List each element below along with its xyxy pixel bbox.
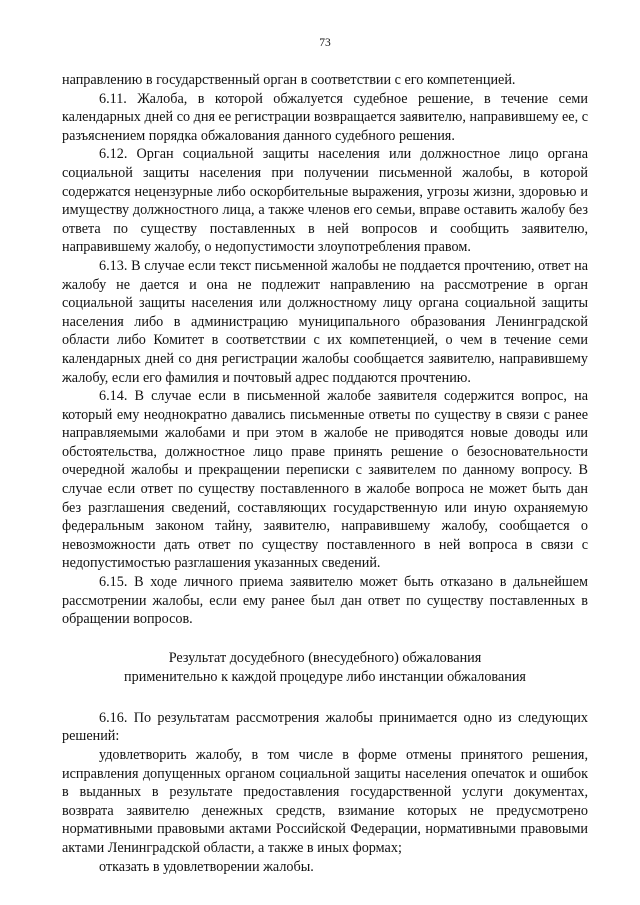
section-heading <box>62 649 588 687</box>
paragraphs-after <box>62 709 588 876</box>
paragraph-option-satisfy: удовлетворить жалобу, в том числе в форме отмены принятого решения, исправления допущенных органом социальной защиты населения опечаток и ошибок в выданных в результате предоставления государственной услуги документах, возврата заявителю денежных средств, взимание которых не предусмотрено нормативными правовыми актами Российской Федерации, нормативными правовыми актами Ленинградской области, а также в иных формах; <box>62 747 588 856</box>
paragraph-6-13: 6.13. В случае если текст письменной жалобы не поддается прочтению, ответ на жалобу не дается и она не подлежит направлению на рассмотрение в орган социальной защиты населения или должностному лицу органа социальной защиты населения либо в администрацию муниципального образования Ленинградской области либо Комитет в соответствии с их компетенцией, о чем в течение семи календарных дней со дня регистрации жалобы сообщается заявителю, направившему жалобу, если его фамилия и почтовый адрес поддаются прочтению. <box>62 257 588 386</box>
page-number: 73 <box>319 37 331 49</box>
document-page <box>62 0 588 905</box>
paragraph-option-refuse: отказать в удовлетворении жалобы. <box>99 858 314 875</box>
paragraph-6-16: 6.16. По результатам рассмотрения жалобы принимается одно из следующих решений: <box>62 709 588 745</box>
paragraph-6-12: 6.12. Орган социальной защиты населения или должностное лицо органа социальной защиты населения при получении письменной жалобы, в которой содержатся нецензурные либо оскорбительные выражения, угрозы жизни, здоровью и имуществу должностного лица, а также членов его семьи, вправе оставить жалобу без ответа по существу поставленных в ней вопросов и сообщить заявителю, направившему жалобу, о недопустимости злоупотребления правом. <box>62 146 588 256</box>
paragraphs-before <box>62 71 588 629</box>
paragraph: направлению в государственный орган в соответствии с его компетенцией. <box>62 72 516 88</box>
section-heading-line-1: Результат досудебного (внесудебного) обжалования <box>168 649 482 666</box>
section-heading-line-2: применительно к каждой процедуре либо инстанции обжалования <box>124 668 526 685</box>
paragraph-6-14: 6.14. В случае если в письменной жалобе заявителя содержится вопрос, на который ему неоднократно давались письменные ответы по существу в связи с ранее направляемыми жалобами и при этом в жалобе не приводятся новые доводы или обстоятельства, должностное лицо праве принять решение о безосновательности очередной жалобы и прекращении переписки с заявителем по данному вопросу. В случае если ответ по существу поставленного в жалобе вопроса не может быть дан без разглашения сведений, составляющих государственную или иную охраняемую федеральным законом тайну, заявителю, направившему жалобу, сообщается о невозможности дать ответ по существу поставленного в ней вопроса в связи с недопустимостью разглашения указанных сведений. <box>62 388 588 572</box>
document-body <box>62 71 588 876</box>
paragraph-6-11: 6.11. Жалоба, в которой обжалуется судебное решение, в течение семи календарных дней со дня ее регистрации возвращается заявителю, направившему ее, с разъяснением порядка обжалования данного судебного решения. <box>62 90 588 144</box>
paragraph-6-15: 6.15. В ходе личного приема заявителю может быть отказано в дальнейшем рассмотрении жалобы, если ему ранее был дан ответ по существу поставленных в обращении вопросов. <box>62 574 588 628</box>
